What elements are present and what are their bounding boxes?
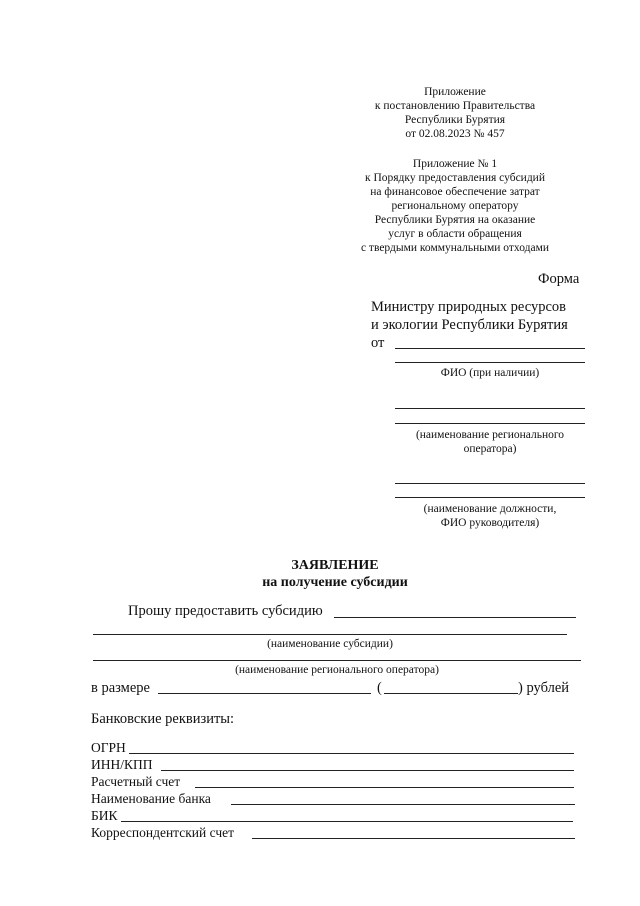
form-label: Форма <box>538 271 580 287</box>
appendix1-line: с твердыми коммунальными отходами <box>360 242 550 254</box>
subsidy-line-2[interactable] <box>93 634 567 635</box>
hint-operator-line-1: (наименование регионального <box>415 429 565 441</box>
amount-suffix: ) рублей <box>518 680 570 696</box>
title-sub: на получение субсидии <box>262 575 408 590</box>
amount-paren-open: ( <box>377 680 382 696</box>
appendix1-line: услуг в области обращения <box>388 228 522 240</box>
appendix1-line: к Порядку предоставления субсидий <box>365 172 545 184</box>
hint-operator <box>395 428 585 456</box>
addressee-line-1: Министру природных ресурсов <box>371 299 566 315</box>
document-title <box>0 557 640 591</box>
subsidy-line-1[interactable] <box>334 617 576 618</box>
from-label: от <box>371 335 385 351</box>
ogrn-line[interactable] <box>129 753 574 754</box>
from-line-2[interactable] <box>395 362 585 363</box>
appendix1-line: региональному оператору <box>391 200 519 212</box>
operator-name-line[interactable] <box>93 660 581 661</box>
hint-fio: ФИО (при наличии) <box>440 367 540 379</box>
operator-line-1[interactable] <box>395 408 585 409</box>
hint-operator-line-2: оператора) <box>463 443 517 455</box>
title-main: ЗАЯВЛЕНИЕ <box>291 558 379 573</box>
position-line-1[interactable] <box>395 483 585 484</box>
bank-heading: Банковские реквизиты: <box>91 711 235 727</box>
bank-field-label: Наименование банка <box>91 791 211 806</box>
bank-field-label: ИНН/КПП <box>91 757 153 772</box>
hint-operator-name: (наименование регионального оператора) <box>235 664 439 676</box>
inn-kpp-line[interactable] <box>161 770 574 771</box>
hint-position <box>395 502 585 530</box>
operator-line-2[interactable] <box>395 423 585 424</box>
appendix-line: Республики Бурятия <box>404 114 506 126</box>
hint-subsidy: (наименование субсидии) <box>267 638 393 650</box>
account-line[interactable] <box>195 787 574 788</box>
amount-words-line[interactable] <box>384 693 518 694</box>
amount-line[interactable] <box>158 693 371 694</box>
appendix-line: к постановлению Правительства <box>374 100 536 112</box>
appendix1-line: Приложение № 1 <box>412 158 498 170</box>
appendix1-line: на финансовое обеспечение затрат <box>370 186 540 198</box>
hint-position-line-1: (наименование должности, <box>423 503 557 515</box>
request-label: Прошу предоставить субсидию <box>128 603 323 619</box>
appendix-line: Приложение <box>424 86 486 98</box>
bank-field-label: Корреспондентский счет <box>91 825 235 840</box>
appendix-header <box>330 85 580 141</box>
bank-field-label: ОГРН <box>91 740 126 755</box>
bank-name-line[interactable] <box>231 804 575 805</box>
bank-field-label: БИК <box>91 808 118 823</box>
position-line-2[interactable] <box>395 497 585 498</box>
appendix1-header <box>330 157 580 255</box>
bik-line[interactable] <box>121 821 573 822</box>
from-line-1[interactable] <box>395 348 585 349</box>
amount-prefix: в размере <box>91 680 150 696</box>
addressee-line-2: и экологии Республики Бурятия <box>371 317 568 333</box>
hint-position-line-2: ФИО руководителя) <box>440 517 540 529</box>
bank-field-label: Расчетный счет <box>91 774 181 789</box>
appendix1-line: Республики Бурятия на оказание <box>374 214 536 226</box>
appendix-line: от 02.08.2023 № 457 <box>405 128 505 140</box>
corr-account-line[interactable] <box>252 838 575 839</box>
